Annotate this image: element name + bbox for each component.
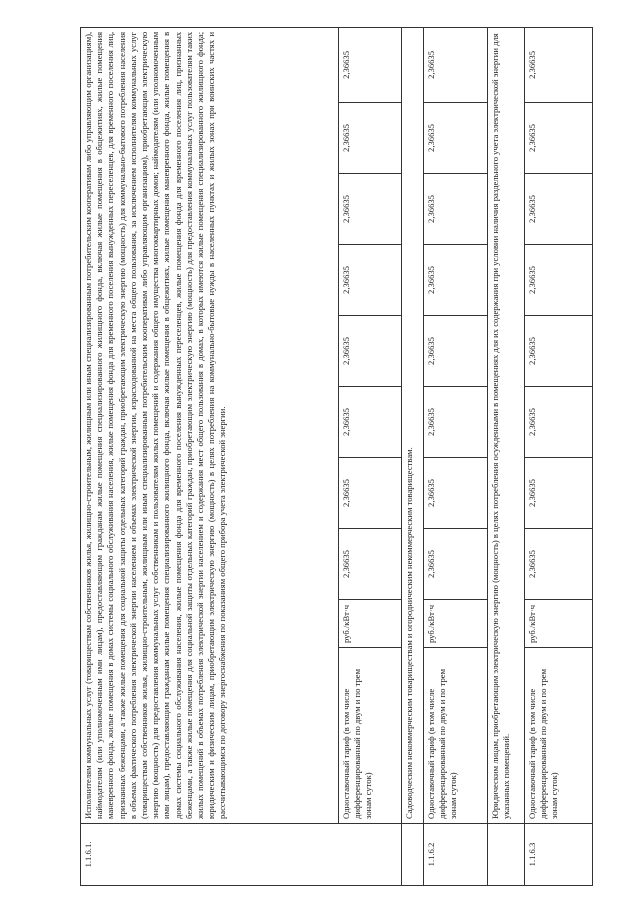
row-number: 1.1.6.2 xyxy=(424,824,488,886)
section-text: Садоводческим некоммерческим товариществам и огородническим некоммерческим товариществам. xyxy=(402,27,424,823)
tariff-label: Одноставочный тариф (в том числе дифференцированный по двум и по трем зонам суток) xyxy=(424,648,488,824)
value-cell: 2,36635 xyxy=(525,316,593,387)
unit-cell: руб./кВт·ч xyxy=(525,600,593,648)
value-cell: 2,36635 xyxy=(525,387,593,458)
unit-cell: руб./кВт·ч xyxy=(424,600,488,648)
value-cell: 2,36635 xyxy=(339,529,402,600)
table-row-tariff-1 xyxy=(339,27,402,885)
value-cell: 2,36635 xyxy=(339,387,402,458)
tariff-table xyxy=(80,27,593,886)
table-row-section-garden xyxy=(402,27,424,885)
value-cell: 2,36635 xyxy=(424,245,488,316)
value-cell: 2,36635 xyxy=(339,103,402,174)
value-cell: 2,36635 xyxy=(339,458,402,529)
value-cell: 2,36635 xyxy=(424,458,488,529)
value-cell: 2,36635 xyxy=(424,27,488,102)
empty-cell xyxy=(402,824,424,886)
value-cell: 2,36635 xyxy=(339,245,402,316)
tariff-label: Одноставочный тариф (в том числе дифференцированный по двум и по трем зонам суток) xyxy=(339,648,402,824)
value-cell: 2,36635 xyxy=(525,27,593,102)
value-cell: 2,36635 xyxy=(339,174,402,245)
section-text: Юридическим лицам, приобретающим электрическую энергию (мощность) в целях потребления осужденными в помещениях для их содержания при условии наличия раздельного учета электрической энергии для указанных помещений. xyxy=(488,27,525,823)
value-cell: 2,36635 xyxy=(424,316,488,387)
value-cell: 2,36635 xyxy=(525,529,593,600)
row-number: 1.1.6.1. xyxy=(81,824,402,886)
empty-cell xyxy=(488,824,525,886)
table-row-1-1-6-3 xyxy=(525,27,593,885)
value-cell: 2,36635 xyxy=(525,103,593,174)
tariff-label: Одноставочный тариф (в том числе дифференцированный по двум и по трем зонам суток) xyxy=(525,648,593,824)
table-row-section-legal xyxy=(488,27,525,885)
value-cell: 2,36635 xyxy=(339,316,402,387)
value-cell: 2,36635 xyxy=(339,27,402,102)
table-row-1-1-6-2 xyxy=(424,27,488,885)
unit-cell: руб./кВт·ч xyxy=(339,600,402,648)
value-cell: 2,36635 xyxy=(525,174,593,245)
value-cell: 2,36635 xyxy=(525,458,593,529)
value-cell: 2,36635 xyxy=(424,529,488,600)
value-cell: 2,36635 xyxy=(525,245,593,316)
value-cell: 2,36635 xyxy=(424,387,488,458)
value-cell: 2,36635 xyxy=(424,174,488,245)
table-row-1-1-6-1 xyxy=(81,27,339,885)
consumer-category-text: Исполнителям коммунальных услуг (товариществам собственников жилья, жилищно-строительным, жилищным или иным специализированным потребительским кооперативам либо управляющим организациям), наймодателям (или уполномоченным ими лицам), предоставляющим гражданам жилые помещения специализированного жилищного фонда, включая жилые помещения в общежитиях, жилые помещения маневренного фонда, жилые помещения в домах системы социального обслуживания населения, жилые помещения фонда для временного поселения вынужденных переселенцев, для временного поселения лиц, признанных беженцами, а также жилые помещения для социальной защиты отдельных категорий граждан, приобретающим электрическую энергию (мощность) для коммунально-бытового потребления населения в объемах фактического потребления электрической энергии населением и объемах электрической энергии, израсходованной на места общего пользования, за исключением исполнителям коммунальных услуг (товариществам собственников жилья, жилищно-строительным, жилищным или иным специализированным потребительским кооперативам либо управляющим организациям), приобретающим электрическую энергию (мощность) для предоставления коммунальных услуг собственникам и пользователям жилых помещений и содержания общего имущества многоквартирных домов; наймодателям (или уполномоченным ими лицам), предоставляющим гражданам жилые помещения специализированного жилищного фонда, включая жилые помещения в общежитиях, жилые помещения маневренного фонда, жилые помещения в домах системы социального обслуживания населения, жилые помещения фонда для временного поселения вынужденных переселенцев, жилые помещения фонда для временного поселения лиц, признанных беженцами, а также жилые помещения для социальной защиты отдельных категорий граждан, приобретающим электрическую энергию (мощность) для предоставления коммунальных услуг пользователям таких жилых помещений в объемах потребления электрической энергии населением и содержания мест общего пользования в домах, в которых имеются жилые помещения специализированного жилищного фонда; юридическим и физическим лицам, приобретающим электрическую энергию (мощность) в целях потребления на коммунально-бытовые нужды в населенных пунктах и жилых зонах при воинских частях и рассчитывающимся по договору энергоснабжения по показаниям общего прибора учета электрической энергии. xyxy=(81,27,339,823)
row-number: 1.1.6.3 xyxy=(525,824,593,886)
value-cell: 2,36635 xyxy=(424,103,488,174)
